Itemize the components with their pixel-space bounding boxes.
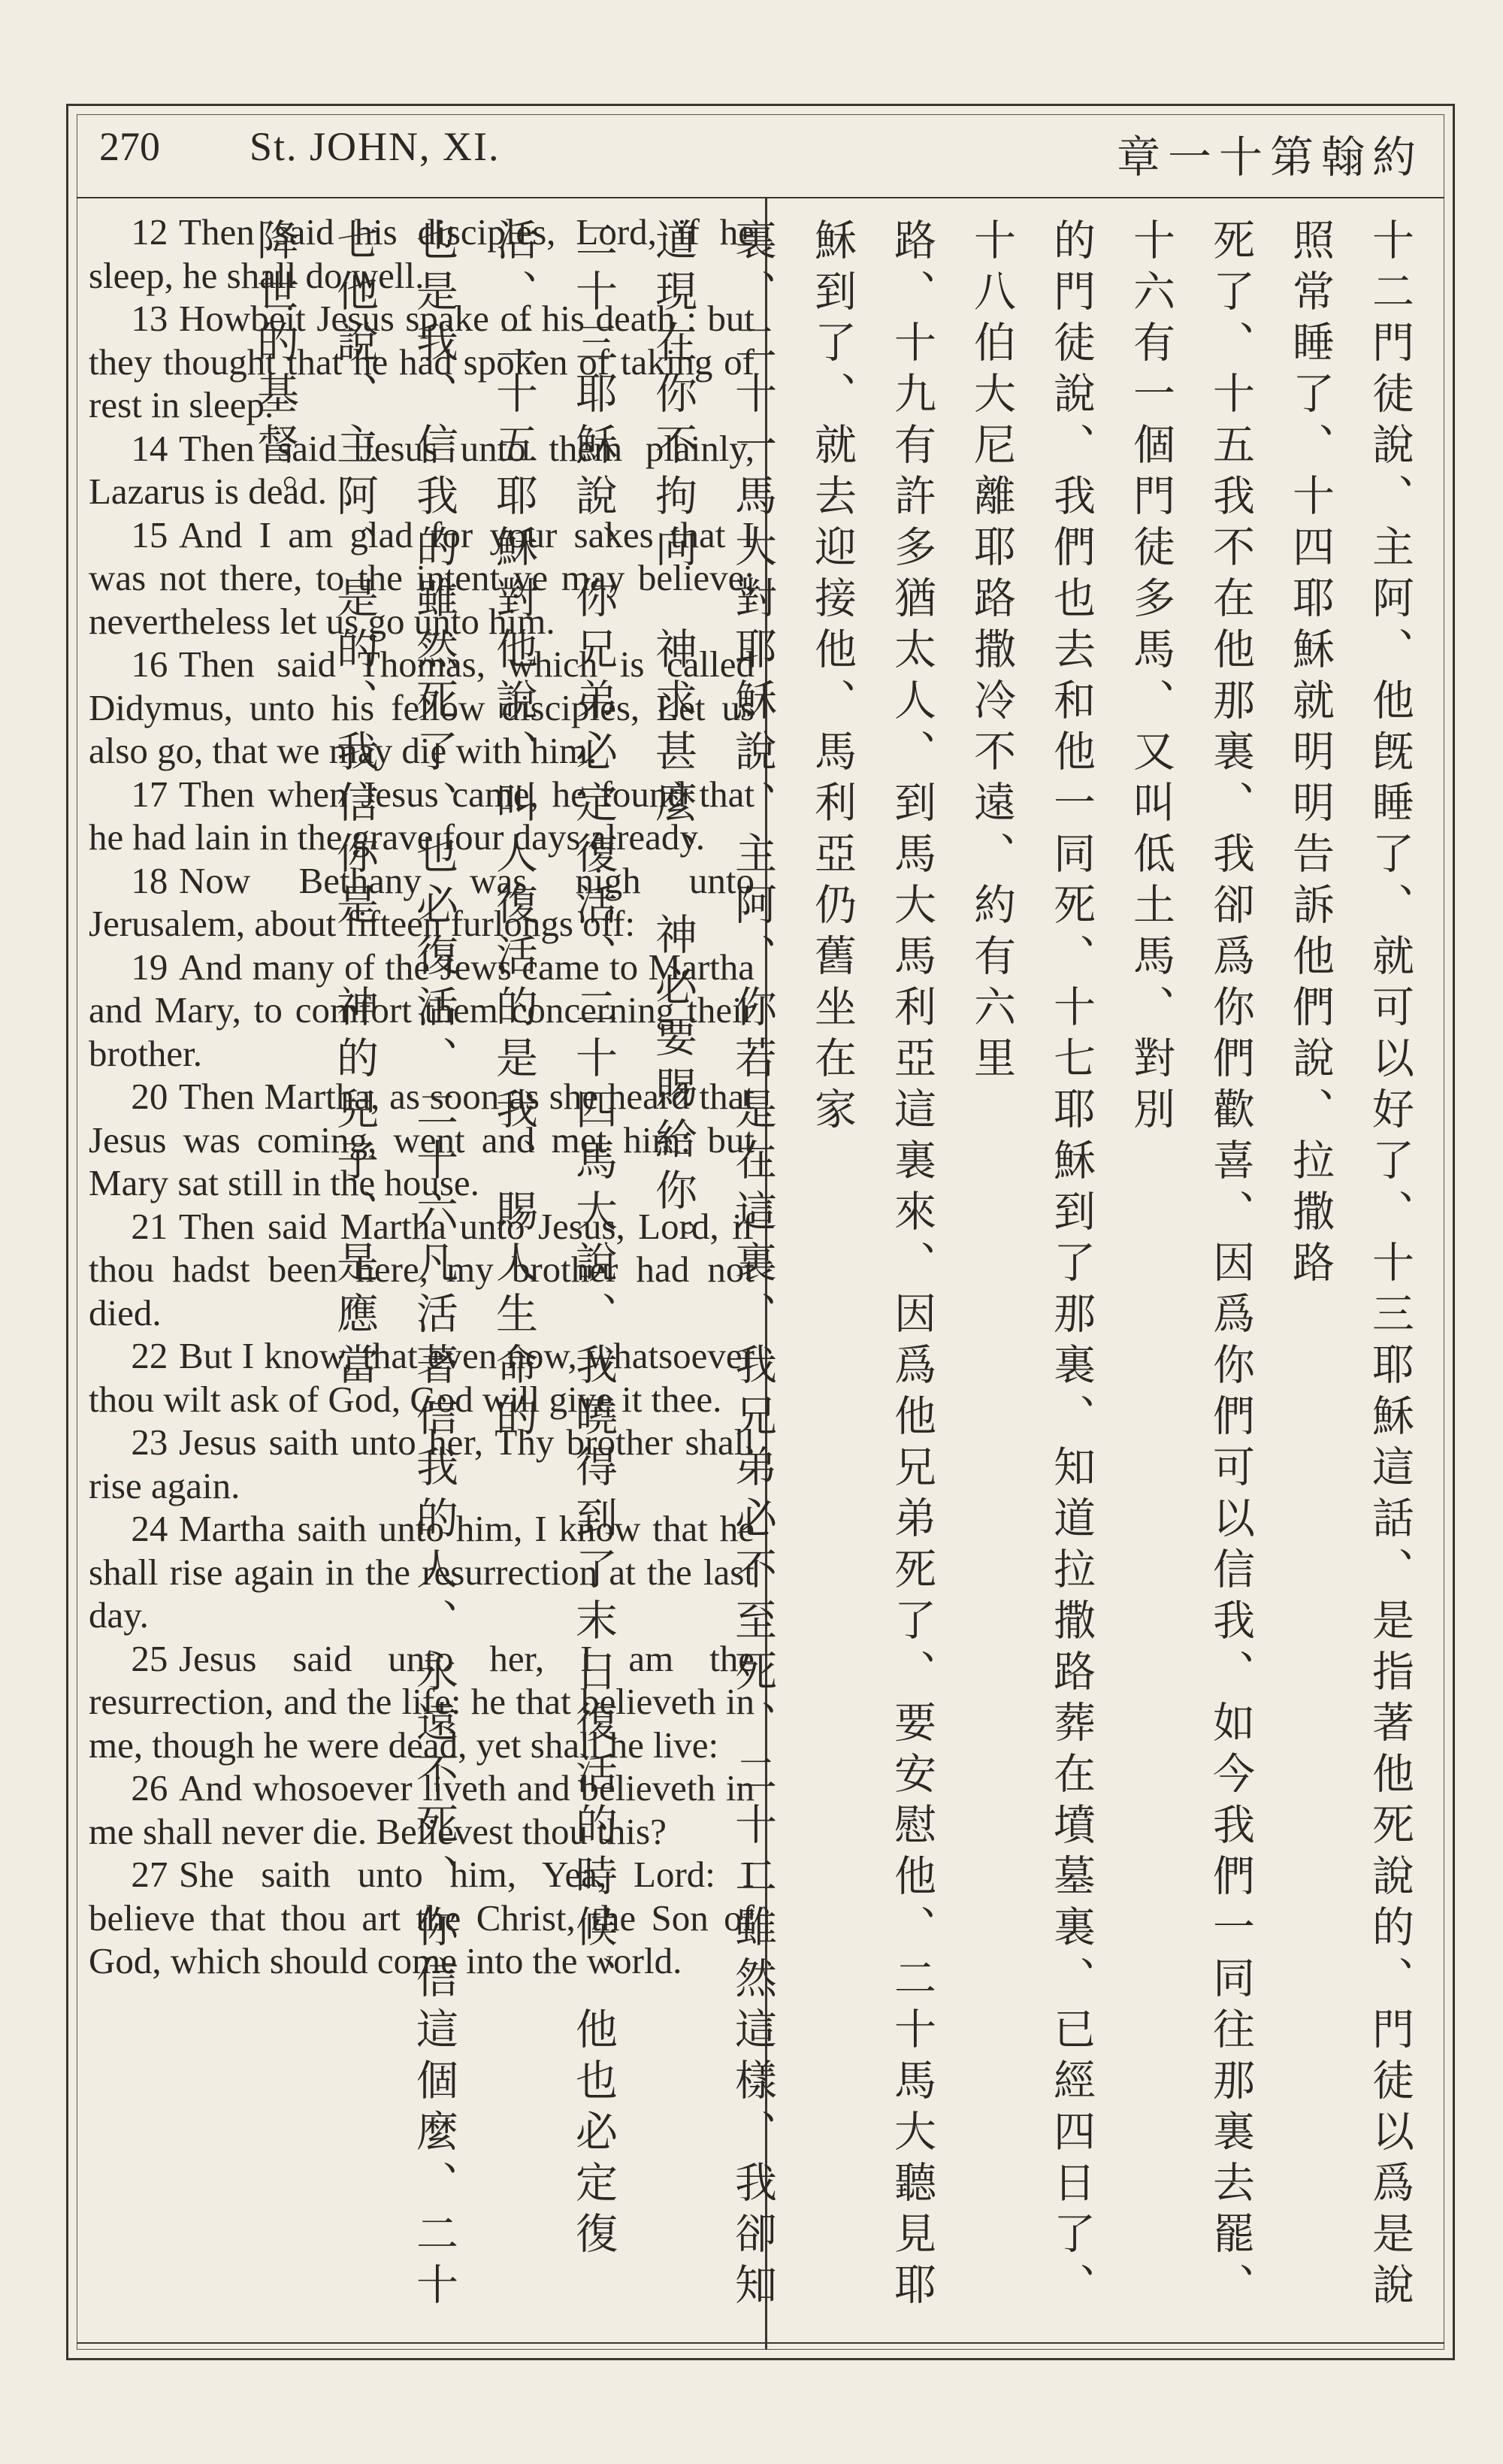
chinese-running-head: 約翰第十一章 (1116, 132, 1423, 183)
chinese-text-column: 路、十九有許多猶太人、到馬大馬利亞這裏來、因爲他兄弟死了、要安慰他、二十馬大聽見耶穌到了、就去迎接他、馬利亞仍舊坐在家 (808, 218, 936, 2314)
chinese-text-column: 裏、二十一馬大對耶穌說、主阿、你若是在這裏、我兄弟必不至死、二十二雖然這樣、我卻知道現在你不拘向 神求甚麼、 神必要賜給你。 (649, 218, 777, 2314)
chinese-text-column: 降世的基督。 (250, 218, 299, 525)
chinese-text-column: 也是我、信我的雖然死了、也必復活、二十六凡活著信我的人、永遠不死、你信這個麼、二十七他說、主阿、是的、我信你是 神的兒子、是應當 (330, 218, 458, 2314)
verse: 18 Now Bethany was nigh unto Jerusalem, about fifteen furlongs off: (89, 859, 755, 944)
verse: 20 Then Martha, as soon as she heard that Jesus was coming, went and met him: but Mary sat still in the house. (89, 1076, 755, 1203)
page-number: 270 (99, 124, 160, 169)
verse: 25 Jesus said unto her, I am the resurrection, and the life: he that believeth in me, though he were dead, yet shall he live: (89, 1637, 755, 1766)
verse: 14 Then said Jesus unto them plainly, Lazarus is dead. (89, 427, 755, 512)
verse: 15 And I am glad for your sakes that I was not there, to the intent ye may believe; nevertheless let us go unto him. (89, 513, 755, 642)
verse: 13 Howbeit Jesus spake of his death : but they thought that he had spoken of taking of rest in sleep. (89, 298, 755, 425)
verse: 12 Then said his disciples, Lord, if he sleep, he shall do well. (89, 211, 755, 296)
chinese-text-column: 二十三耶穌說、你兄弟必定復活、二十四馬大說、我曉得到了末日復活的時候、他也必定復活、二十五耶穌對他說、叫人復活的是我、賜人生命的 (489, 218, 618, 2263)
chinese-text-column: 死了、十五我不在他那裏、我卻爲你們歡喜、因爲你們可以信我、如今我們一同往那裏去罷、十六有一個門徒多馬、又叫低土馬、對別 (1126, 218, 1255, 2314)
chinese-text-column: 的門徒說、我們也去和他一同死、十七耶穌到了那裏、知道拉撒路葬在墳墓裏、已經四日了、十八伯大尼離耶路撒冷不遠、約有六里 (967, 218, 1096, 2314)
bottom-rule (77, 2342, 1444, 2344)
verse: 27 She saith unto him, Yea, Lord: I believe that thou art the Christ, the Son of God, which should come into the world. (89, 1854, 755, 1981)
verse: 23 Jesus saith unto her, Thy brother shall rise again. (89, 1421, 755, 1506)
verse: 26 And whosoever liveth and believeth in me shall never die. Believest thou this? (89, 1767, 755, 1852)
chinese-text-column: 十二門徒說、主阿、他旣睡了、就可以好了、十三耶穌這話、是指著他死說的、門徒以爲是說照常睡了、十四耶穌就明明告訴他們說、拉撒路 (1286, 218, 1414, 2314)
verse: 24 Martha saith unto him, I know that he shall rise again in the resurrection at the last day. (89, 1508, 755, 1636)
verse: 19 And many of the Jews came to Martha and Mary, to comfort them concerning their brother. (89, 946, 755, 1074)
verse: 17 Then when Jesus came, he found that he had lain in the grave four days already. (89, 773, 755, 858)
verse: 21 Then said Martha unto Jesus, Lord, if thou hadst been here, my brother had not died. (89, 1205, 755, 1333)
verse: 16 Then said Thomas, which is called Didymus, unto his fellow disciples, Let us also go, that we may die with him. (89, 643, 755, 771)
verse: 22 But I know, that even now, whatsoever thou wilt ask of God, God will give it thee. (89, 1335, 755, 1420)
running-head: St. JOHN, XI. (249, 124, 500, 169)
page-header (77, 114, 1444, 198)
